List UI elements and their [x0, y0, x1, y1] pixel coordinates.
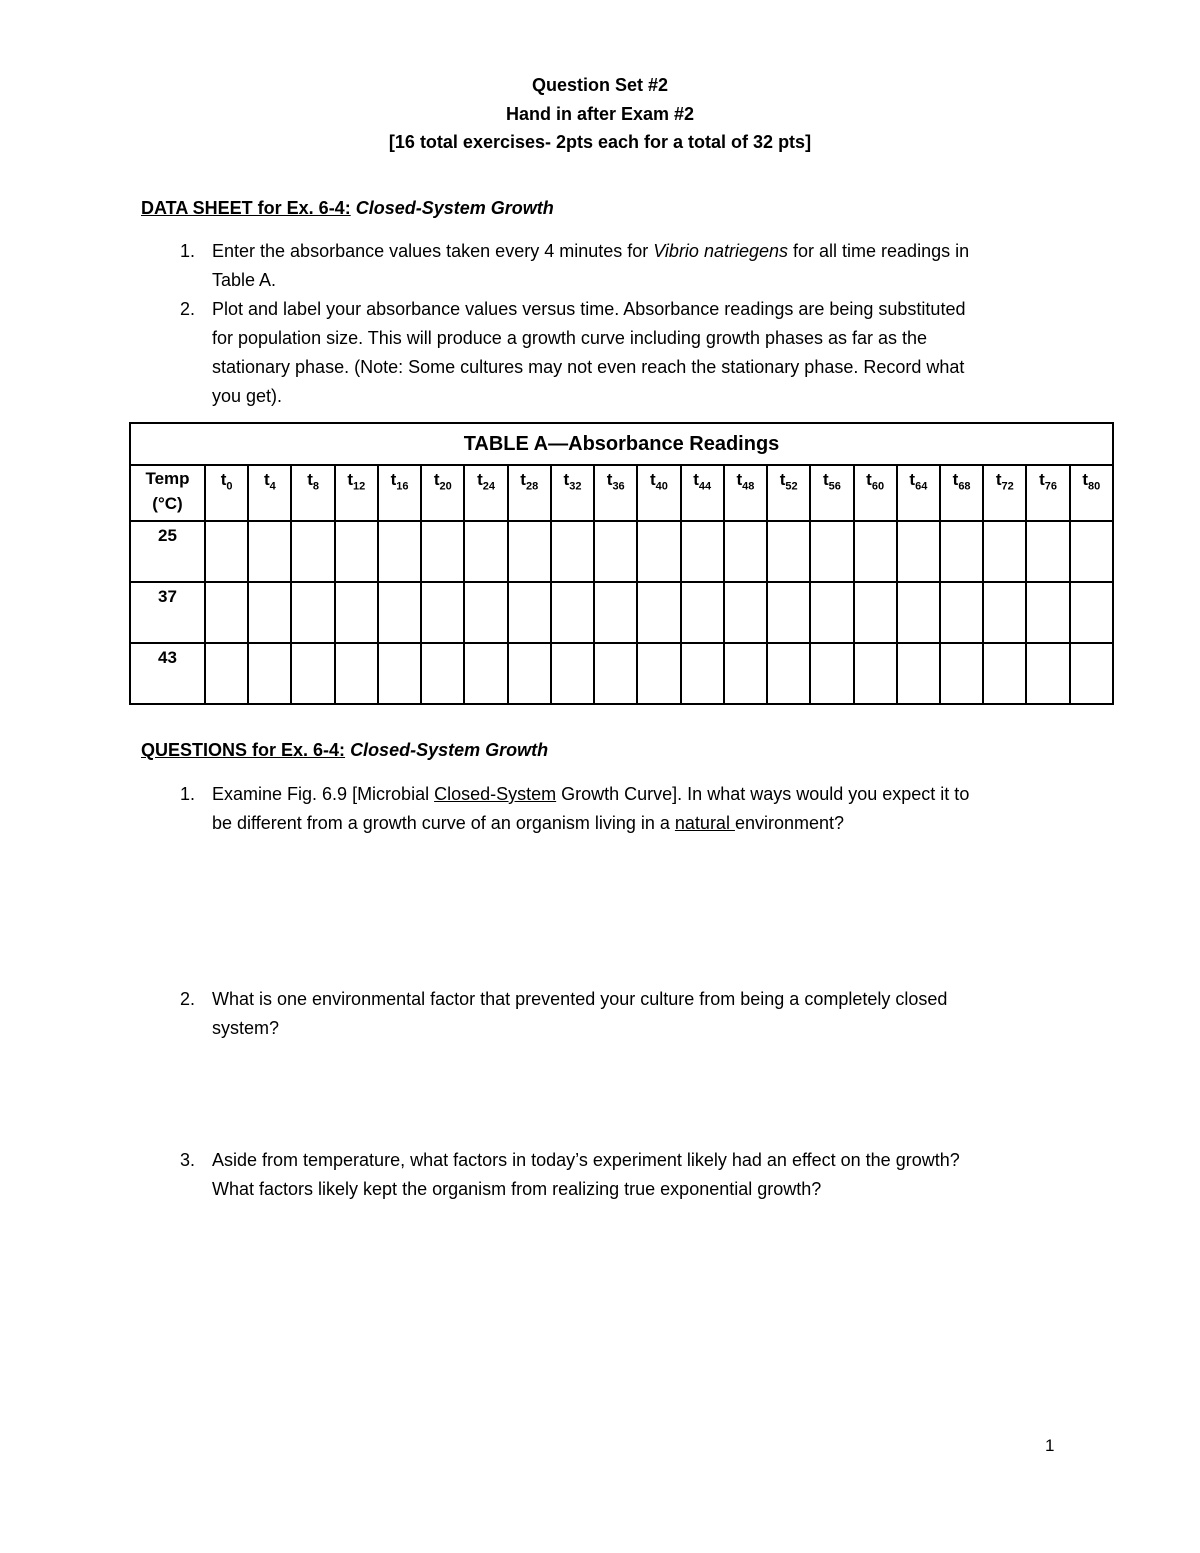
absorbance-cell[interactable] — [551, 643, 594, 704]
absorbance-cell[interactable] — [983, 643, 1026, 704]
header-points: [16 total exercises- 2pts each for a total of 32 pts] — [388, 132, 812, 152]
absorbance-cell[interactable] — [681, 643, 724, 704]
temp-header-line: Temp — [145, 469, 190, 488]
absorbance-cell[interactable] — [594, 643, 637, 704]
time-column-header — [291, 465, 334, 521]
absorbance-cell[interactable] — [637, 521, 680, 582]
absorbance-table — [129, 422, 1114, 705]
time-subscript: 16 — [396, 480, 409, 493]
time-letter: t — [822, 470, 829, 489]
absorbance-cell[interactable] — [464, 521, 507, 582]
question-text — [212, 985, 1072, 1043]
item-text-line: Table A. — [212, 270, 277, 290]
time-column-header — [335, 465, 378, 521]
time-subscript: 76 — [1044, 480, 1058, 493]
time-column-header — [248, 465, 291, 521]
time-letter: t — [693, 470, 699, 489]
time-column-header — [1026, 465, 1069, 521]
absorbance-cell[interactable] — [248, 521, 291, 582]
absorbance-cell[interactable] — [940, 521, 983, 582]
question-text-underlined: Closed-System — [434, 784, 557, 804]
item-text-line: you get). — [212, 386, 283, 406]
time-letter: t — [779, 470, 786, 489]
absorbance-cell[interactable] — [724, 643, 767, 704]
absorbance-cell[interactable] — [421, 643, 464, 704]
absorbance-cell[interactable] — [248, 643, 291, 704]
absorbance-cell[interactable] — [378, 582, 421, 643]
item-number: 2. — [179, 299, 195, 319]
time-column-header — [810, 465, 853, 521]
absorbance-cell[interactable] — [421, 582, 464, 643]
absorbance-cell[interactable] — [551, 582, 594, 643]
absorbance-cell[interactable] — [205, 521, 248, 582]
time-letter: t — [866, 470, 872, 489]
time-column-header — [1070, 465, 1113, 521]
absorbance-cell[interactable] — [205, 582, 248, 643]
time-letter: t — [433, 470, 440, 489]
absorbance-cell[interactable] — [681, 521, 724, 582]
time-letter: t — [1039, 470, 1045, 489]
absorbance-cell[interactable] — [897, 643, 940, 704]
time-letter: t — [736, 470, 743, 489]
question-text-line: Aside from temperature, what factors in today’s experiment likely had an effect on the growth? — [212, 1150, 960, 1170]
question-text-part: Growth Curve]. In what ways would you expect it to — [556, 784, 970, 804]
absorbance-cell[interactable] — [335, 643, 378, 704]
item-text-part: for all time readings in — [788, 241, 970, 261]
absorbance-cell[interactable] — [1070, 521, 1113, 582]
question-1 — [141, 780, 1061, 840]
time-letter: t — [606, 470, 613, 489]
time-column-header — [205, 465, 248, 521]
temp-column-header — [130, 465, 205, 521]
data-sheet-heading — [141, 196, 554, 220]
time-column-header — [767, 465, 810, 521]
time-letter: t — [520, 470, 526, 489]
item-text-line: for population size. This will produce a growth curve including growth phases as far as the — [212, 328, 928, 348]
time-letter: t — [477, 470, 483, 489]
time-column-header — [724, 465, 767, 521]
question-text-part: environment? — [734, 813, 845, 833]
header-title: Question Set #2 — [531, 75, 669, 95]
absorbance-cell[interactable] — [378, 643, 421, 704]
time-column-header — [854, 465, 897, 521]
organism-name: Vibrio natriegens — [653, 241, 789, 261]
item-text-line: stationary phase. (Note: Some cultures may not even reach the stationary phase. Record what — [212, 357, 965, 377]
time-subscript: 28 — [525, 480, 539, 493]
data-sheet-item-1 — [141, 237, 1061, 297]
data-sheet-item-2 — [141, 295, 1061, 413]
time-letter: t — [263, 470, 270, 489]
absorbance-cell[interactable] — [1070, 643, 1113, 704]
absorbance-cell[interactable] — [940, 643, 983, 704]
absorbance-cell[interactable] — [854, 582, 897, 643]
absorbance-cell[interactable] — [335, 521, 378, 582]
time-letter: t — [563, 470, 570, 489]
absorbance-cell[interactable] — [810, 582, 853, 643]
data-sheet-heading-prefix: DATA SHEET for Ex. 6-4: — [141, 198, 351, 218]
time-letter: t — [952, 470, 959, 489]
time-letter: t — [347, 470, 354, 489]
absorbance-cell[interactable] — [248, 582, 291, 643]
absorbance-cell[interactable] — [637, 582, 680, 643]
absorbance-cell[interactable] — [1070, 582, 1113, 643]
absorbance-cell[interactable] — [421, 521, 464, 582]
time-letter: t — [390, 470, 397, 489]
absorbance-cell[interactable] — [378, 521, 421, 582]
temperature-label: 37 — [130, 582, 205, 643]
absorbance-cell[interactable] — [1026, 643, 1069, 704]
absorbance-cell[interactable] — [464, 643, 507, 704]
time-column-header — [594, 465, 637, 521]
time-column-header — [940, 465, 983, 521]
question-text-part: be different from a growth curve of an organism living in a — [212, 813, 675, 833]
time-subscript: 8 — [312, 480, 319, 493]
time-letter: t — [995, 470, 1002, 489]
absorbance-cell[interactable] — [767, 582, 810, 643]
temperature-label: 43 — [130, 643, 205, 704]
time-letter: t — [909, 470, 916, 489]
question-text-underlined: natural — [674, 813, 735, 833]
table-caption: TABLE A—Absorbance Readings — [130, 423, 1113, 465]
time-letter: t — [307, 470, 313, 489]
question-number: 1. — [179, 784, 195, 804]
question-text-part: Examine Fig. 6.9 [Microbial — [212, 784, 435, 804]
time-subscript: 20 — [439, 480, 452, 493]
absorbance-cell[interactable] — [335, 582, 378, 643]
time-column-header — [551, 465, 594, 521]
table-caption-row — [130, 423, 1113, 465]
question-text — [212, 780, 1072, 838]
data-sheet-heading-title: Closed-System Growth — [355, 198, 554, 218]
time-subscript: 36 — [612, 480, 625, 493]
absorbance-cell[interactable] — [464, 582, 507, 643]
absorbance-cell[interactable] — [1026, 521, 1069, 582]
time-subscript: 80 — [1088, 480, 1101, 493]
time-subscript: 4 — [269, 480, 276, 493]
absorbance-cell[interactable] — [291, 643, 334, 704]
header-subtitle: Hand in after Exam #2 — [505, 104, 695, 124]
time-letter: t — [220, 470, 227, 489]
item-number: 1. — [179, 241, 195, 261]
time-subscript: 32 — [569, 480, 582, 493]
temp-header-unit: (°C) — [152, 494, 183, 513]
absorbance-cell[interactable] — [681, 582, 724, 643]
time-column-header — [983, 465, 1026, 521]
absorbance-cell[interactable] — [1026, 582, 1069, 643]
absorbance-cell[interactable] — [767, 521, 810, 582]
absorbance-cell[interactable] — [724, 582, 767, 643]
time-letter: t — [1082, 470, 1089, 489]
absorbance-cell[interactable] — [854, 521, 897, 582]
time-subscript: 56 — [828, 480, 841, 493]
item-text — [212, 295, 1072, 411]
time-subscript: 60 — [871, 480, 885, 493]
question-number: 3. — [179, 1150, 195, 1170]
questions-heading-prefix: QUESTIONS for Ex. 6-4: — [141, 740, 346, 760]
question-number: 2. — [179, 989, 195, 1009]
absorbance-cell[interactable] — [594, 521, 637, 582]
time-letter: t — [650, 470, 656, 489]
temperature-label: 25 — [130, 521, 205, 582]
time-subscript: 68 — [958, 480, 971, 493]
time-subscript: 40 — [655, 480, 668, 493]
time-subscript: 48 — [742, 480, 755, 493]
absorbance-cell[interactable] — [897, 582, 940, 643]
time-column-header — [421, 465, 464, 521]
absorbance-cell[interactable] — [940, 582, 983, 643]
item-text-line: Plot and label your absorbance values versus time. Absorbance readings are being substituted — [212, 299, 966, 319]
time-subscript: 52 — [785, 480, 798, 493]
time-column-header — [464, 465, 507, 521]
question-text — [212, 1146, 1072, 1204]
question-text-line: What factors likely kept the organism from realizing true exponential growth? — [212, 1179, 822, 1199]
time-column-header — [378, 465, 421, 521]
question-text-line: system? — [212, 1018, 280, 1038]
absorbance-cell[interactable] — [637, 643, 680, 704]
time-subscript: 12 — [353, 480, 366, 493]
absorbance-cell[interactable] — [810, 521, 853, 582]
absorbance-cell[interactable] — [854, 643, 897, 704]
absorbance-cell[interactable] — [983, 582, 1026, 643]
absorbance-cell[interactable] — [205, 643, 248, 704]
time-column-header — [508, 465, 551, 521]
absorbance-cell[interactable] — [767, 643, 810, 704]
time-column-header — [637, 465, 680, 521]
time-subscript: 64 — [915, 480, 928, 493]
absorbance-cell[interactable] — [724, 521, 767, 582]
absorbance-cell[interactable] — [810, 643, 853, 704]
time-subscript: 0 — [226, 480, 233, 493]
time-subscript: 44 — [698, 480, 712, 493]
page-number: 1 — [1045, 1436, 1055, 1455]
questions-heading-title: Closed-System Growth — [350, 740, 549, 760]
table-header-row — [130, 465, 1113, 521]
absorbance-cell[interactable] — [897, 521, 940, 582]
item-text-part: Enter the absorbance values taken every 4 minutes for — [212, 241, 654, 261]
table-row — [130, 582, 1113, 643]
absorbance-cell[interactable] — [551, 521, 594, 582]
absorbance-cell[interactable] — [983, 521, 1026, 582]
question-text-line: What is one environmental factor that prevented your culture from being a completely closed — [212, 989, 948, 1009]
absorbance-cell[interactable] — [508, 521, 551, 582]
question-3 — [141, 1146, 1061, 1206]
absorbance-cell[interactable] — [291, 521, 334, 582]
questions-heading — [141, 738, 548, 762]
time-subscript: 24 — [482, 480, 495, 493]
absorbance-cell[interactable] — [508, 643, 551, 704]
question-2 — [141, 985, 1061, 1045]
time-column-header — [897, 465, 940, 521]
time-subscript: 72 — [1001, 480, 1014, 493]
absorbance-cell[interactable] — [291, 582, 334, 643]
time-column-header — [681, 465, 724, 521]
absorbance-cell[interactable] — [594, 582, 637, 643]
table-row — [130, 643, 1113, 704]
item-text — [212, 237, 1072, 295]
table-row — [130, 521, 1113, 582]
absorbance-cell[interactable] — [508, 582, 551, 643]
